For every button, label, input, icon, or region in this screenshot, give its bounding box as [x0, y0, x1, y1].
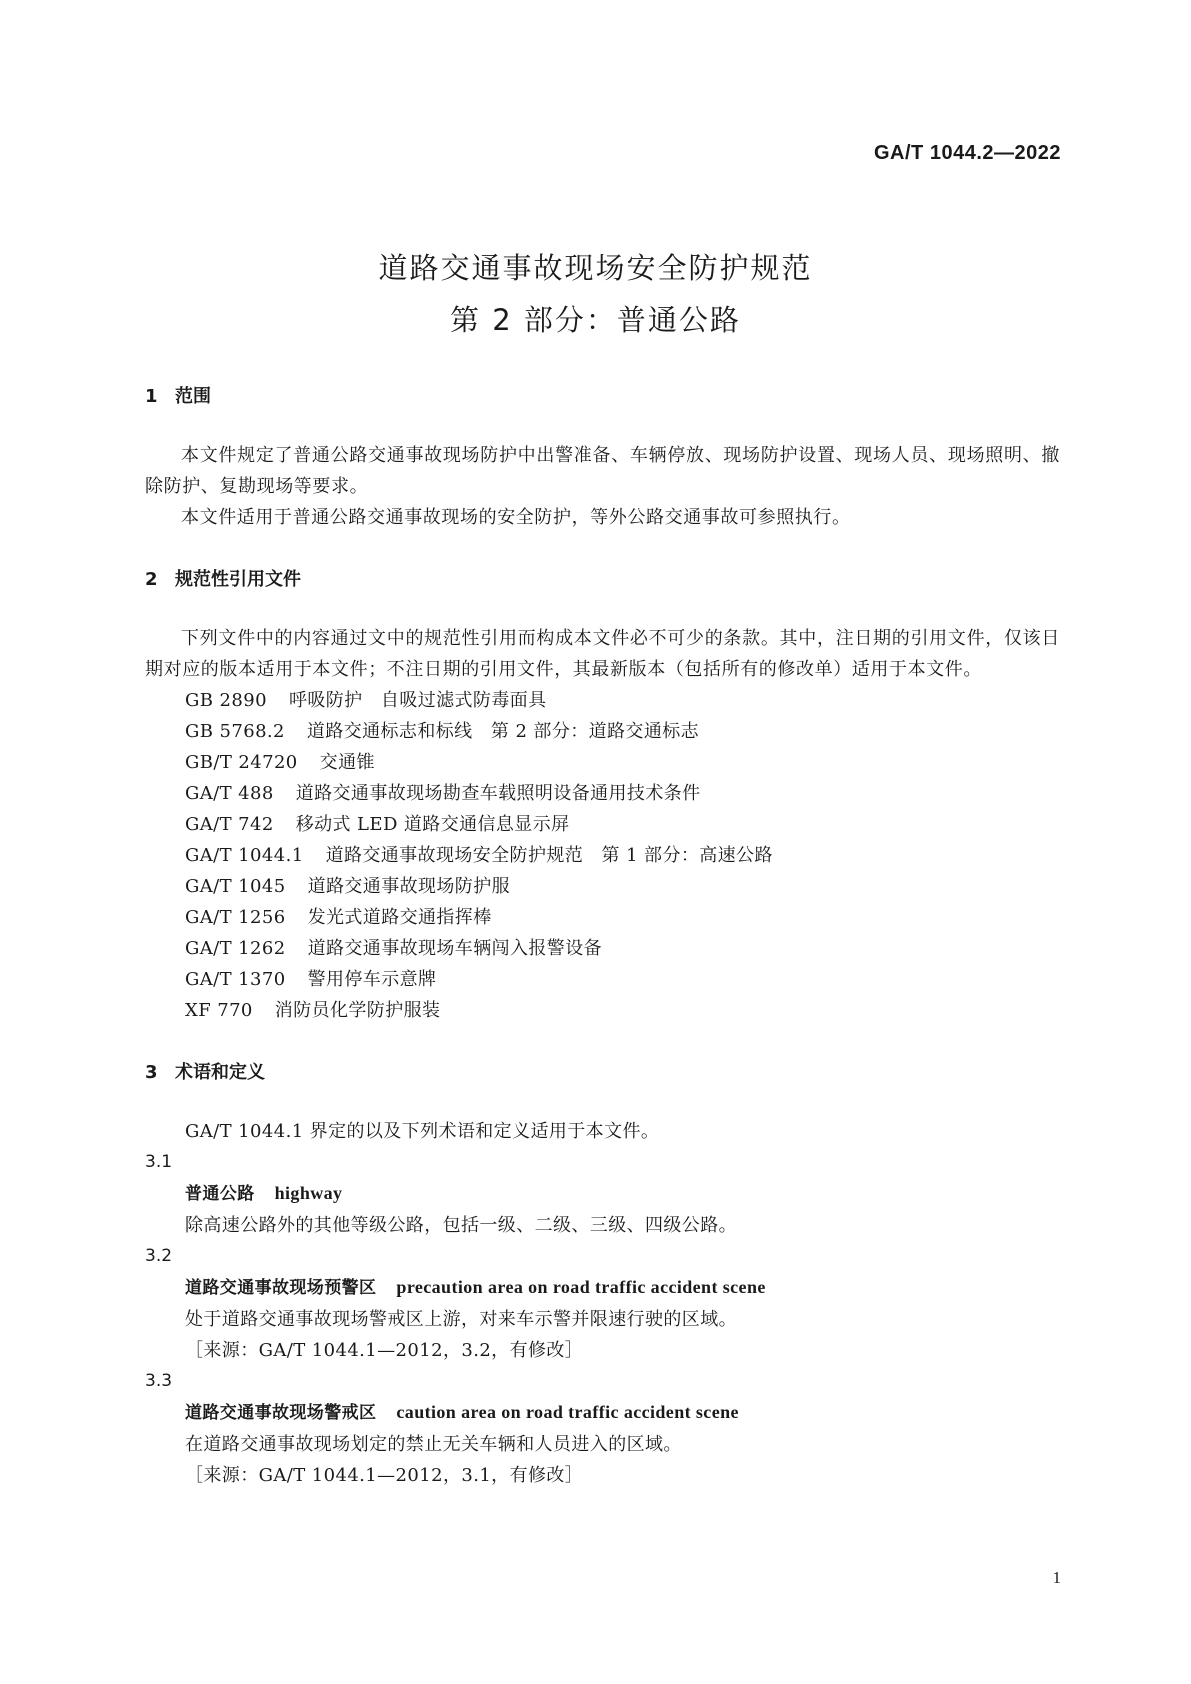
reference-code: XF 770	[185, 1000, 253, 1021]
term-definition: 处于道路交通事故现场警戒区上游，对来车示警并限速行驶的区域。	[185, 1309, 737, 1330]
reference-title: 道路交通事故现场勘查车载照明设备通用技术条件	[295, 783, 701, 804]
scope-paragraph-1: 本文件规定了普通公路交通事故现场防护中出警准备、车辆停放、现场防护设置、现场人员、现场照明、撤除防护、复勘现场等要求。	[145, 445, 1060, 497]
reference-item	[145, 778, 1060, 809]
section-number: 3	[145, 1062, 158, 1083]
reference-title: 呼吸防护 自吸过滤式防毒面具	[288, 690, 547, 711]
reference-code: GB/T 24720	[185, 752, 298, 773]
reference-code: GA/T 1256	[185, 907, 286, 928]
reference-title: 警用停车示意牌	[307, 969, 437, 990]
section-number: 1	[145, 386, 158, 407]
term-en: caution area on road traffic accident scene	[396, 1402, 739, 1422]
reference-title: 移动式 LED 道路交通信息显示屏	[295, 814, 570, 835]
term-number: 3.3	[145, 1371, 173, 1391]
term-number: 3.2	[145, 1246, 173, 1266]
term-en: precaution area on road traffic accident scene	[396, 1277, 766, 1297]
reference-item	[145, 840, 1060, 871]
term-heading	[145, 1397, 1060, 1429]
section-heading-terms-definitions	[145, 1058, 1060, 1088]
term-source: ［来源：GA/T 1044.1—2012，3.1，有修改］	[185, 1465, 584, 1486]
terms-intro: GA/T 1044.1 界定的以及下列术语和定义适用于本文件。	[185, 1121, 660, 1142]
term-number: 3.1	[145, 1152, 173, 1172]
reference-code: GA/T 742	[185, 814, 274, 835]
reference-item	[145, 871, 1060, 902]
standard-code: GA/T 1044.2—2022	[874, 142, 1061, 164]
reference-code: GB 5768.2	[185, 721, 285, 742]
document-title	[0, 242, 1191, 346]
section-heading-normative-references	[145, 565, 1060, 595]
section-heading-scope	[145, 382, 1060, 412]
reference-item	[145, 995, 1060, 1026]
reference-list	[145, 685, 1060, 1026]
section-title: 范围	[175, 386, 211, 407]
document-body	[145, 382, 1060, 1491]
reference-code: GA/T 1370	[185, 969, 286, 990]
scope-paragraph-2: 本文件适用于普通公路交通事故现场的安全防护，等外公路交通事故可参照执行。	[181, 507, 851, 528]
reference-code: GA/T 488	[185, 783, 274, 804]
reference-code: GB 2890	[185, 690, 267, 711]
reference-title: 道路交通事故现场车辆闯入报警设备	[307, 938, 602, 959]
page-number: 1	[1052, 1568, 1061, 1587]
reference-item	[145, 747, 1060, 778]
term-zh: 普通公路	[185, 1184, 255, 1204]
reference-title: 消防员化学防护服装	[274, 1000, 441, 1021]
section-title: 规范性引用文件	[175, 569, 301, 590]
term-definition: 除高速公路外的其他等级公路，包括一级、二级、三级、四级公路。	[185, 1215, 737, 1236]
term-heading	[145, 1178, 1060, 1210]
term-heading	[145, 1272, 1060, 1304]
reference-code: GA/T 1045	[185, 876, 286, 897]
reference-item	[145, 685, 1060, 716]
reference-code: GA/T 1044.1	[185, 845, 304, 866]
reference-item	[145, 933, 1060, 964]
reference-code: GA/T 1262	[185, 938, 286, 959]
title-line-1: 道路交通事故现场安全防护规范	[378, 251, 813, 285]
reference-item	[145, 716, 1060, 747]
reference-item	[145, 964, 1060, 995]
term-en: highway	[274, 1183, 343, 1203]
reference-item	[145, 809, 1060, 840]
section-number: 2	[145, 569, 158, 590]
references-intro-paragraph: 下列文件中的内容通过文中的规范性引用而构成本文件必不可少的条款。其中，注日期的引用文件，仅该日期对应的版本适用于本文件；不注日期的引用文件，其最新版本（包括所有的修改单）适用于本文件。	[145, 628, 1060, 680]
term-source: ［来源：GA/T 1044.1—2012，3.2，有修改］	[185, 1340, 584, 1361]
reference-title: 发光式道路交通指挥棒	[307, 907, 492, 928]
reference-title: 交通锥	[319, 752, 375, 773]
title-line-2: 第 2 部分：普通公路	[450, 303, 741, 337]
reference-title: 道路交通事故现场防护服	[307, 876, 510, 897]
section-title: 术语和定义	[175, 1062, 265, 1083]
term-definition: 在道路交通事故现场划定的禁止无关车辆和人员进入的区域。	[185, 1434, 682, 1455]
term-zh: 道路交通事故现场警戒区	[185, 1403, 377, 1423]
reference-title: 道路交通事故现场安全防护规范 第 1 部分：高速公路	[325, 845, 773, 866]
reference-item	[145, 902, 1060, 933]
reference-title: 道路交通标志和标线 第 2 部分：道路交通标志	[306, 721, 700, 742]
term-zh: 道路交通事故现场预警区	[185, 1278, 377, 1298]
